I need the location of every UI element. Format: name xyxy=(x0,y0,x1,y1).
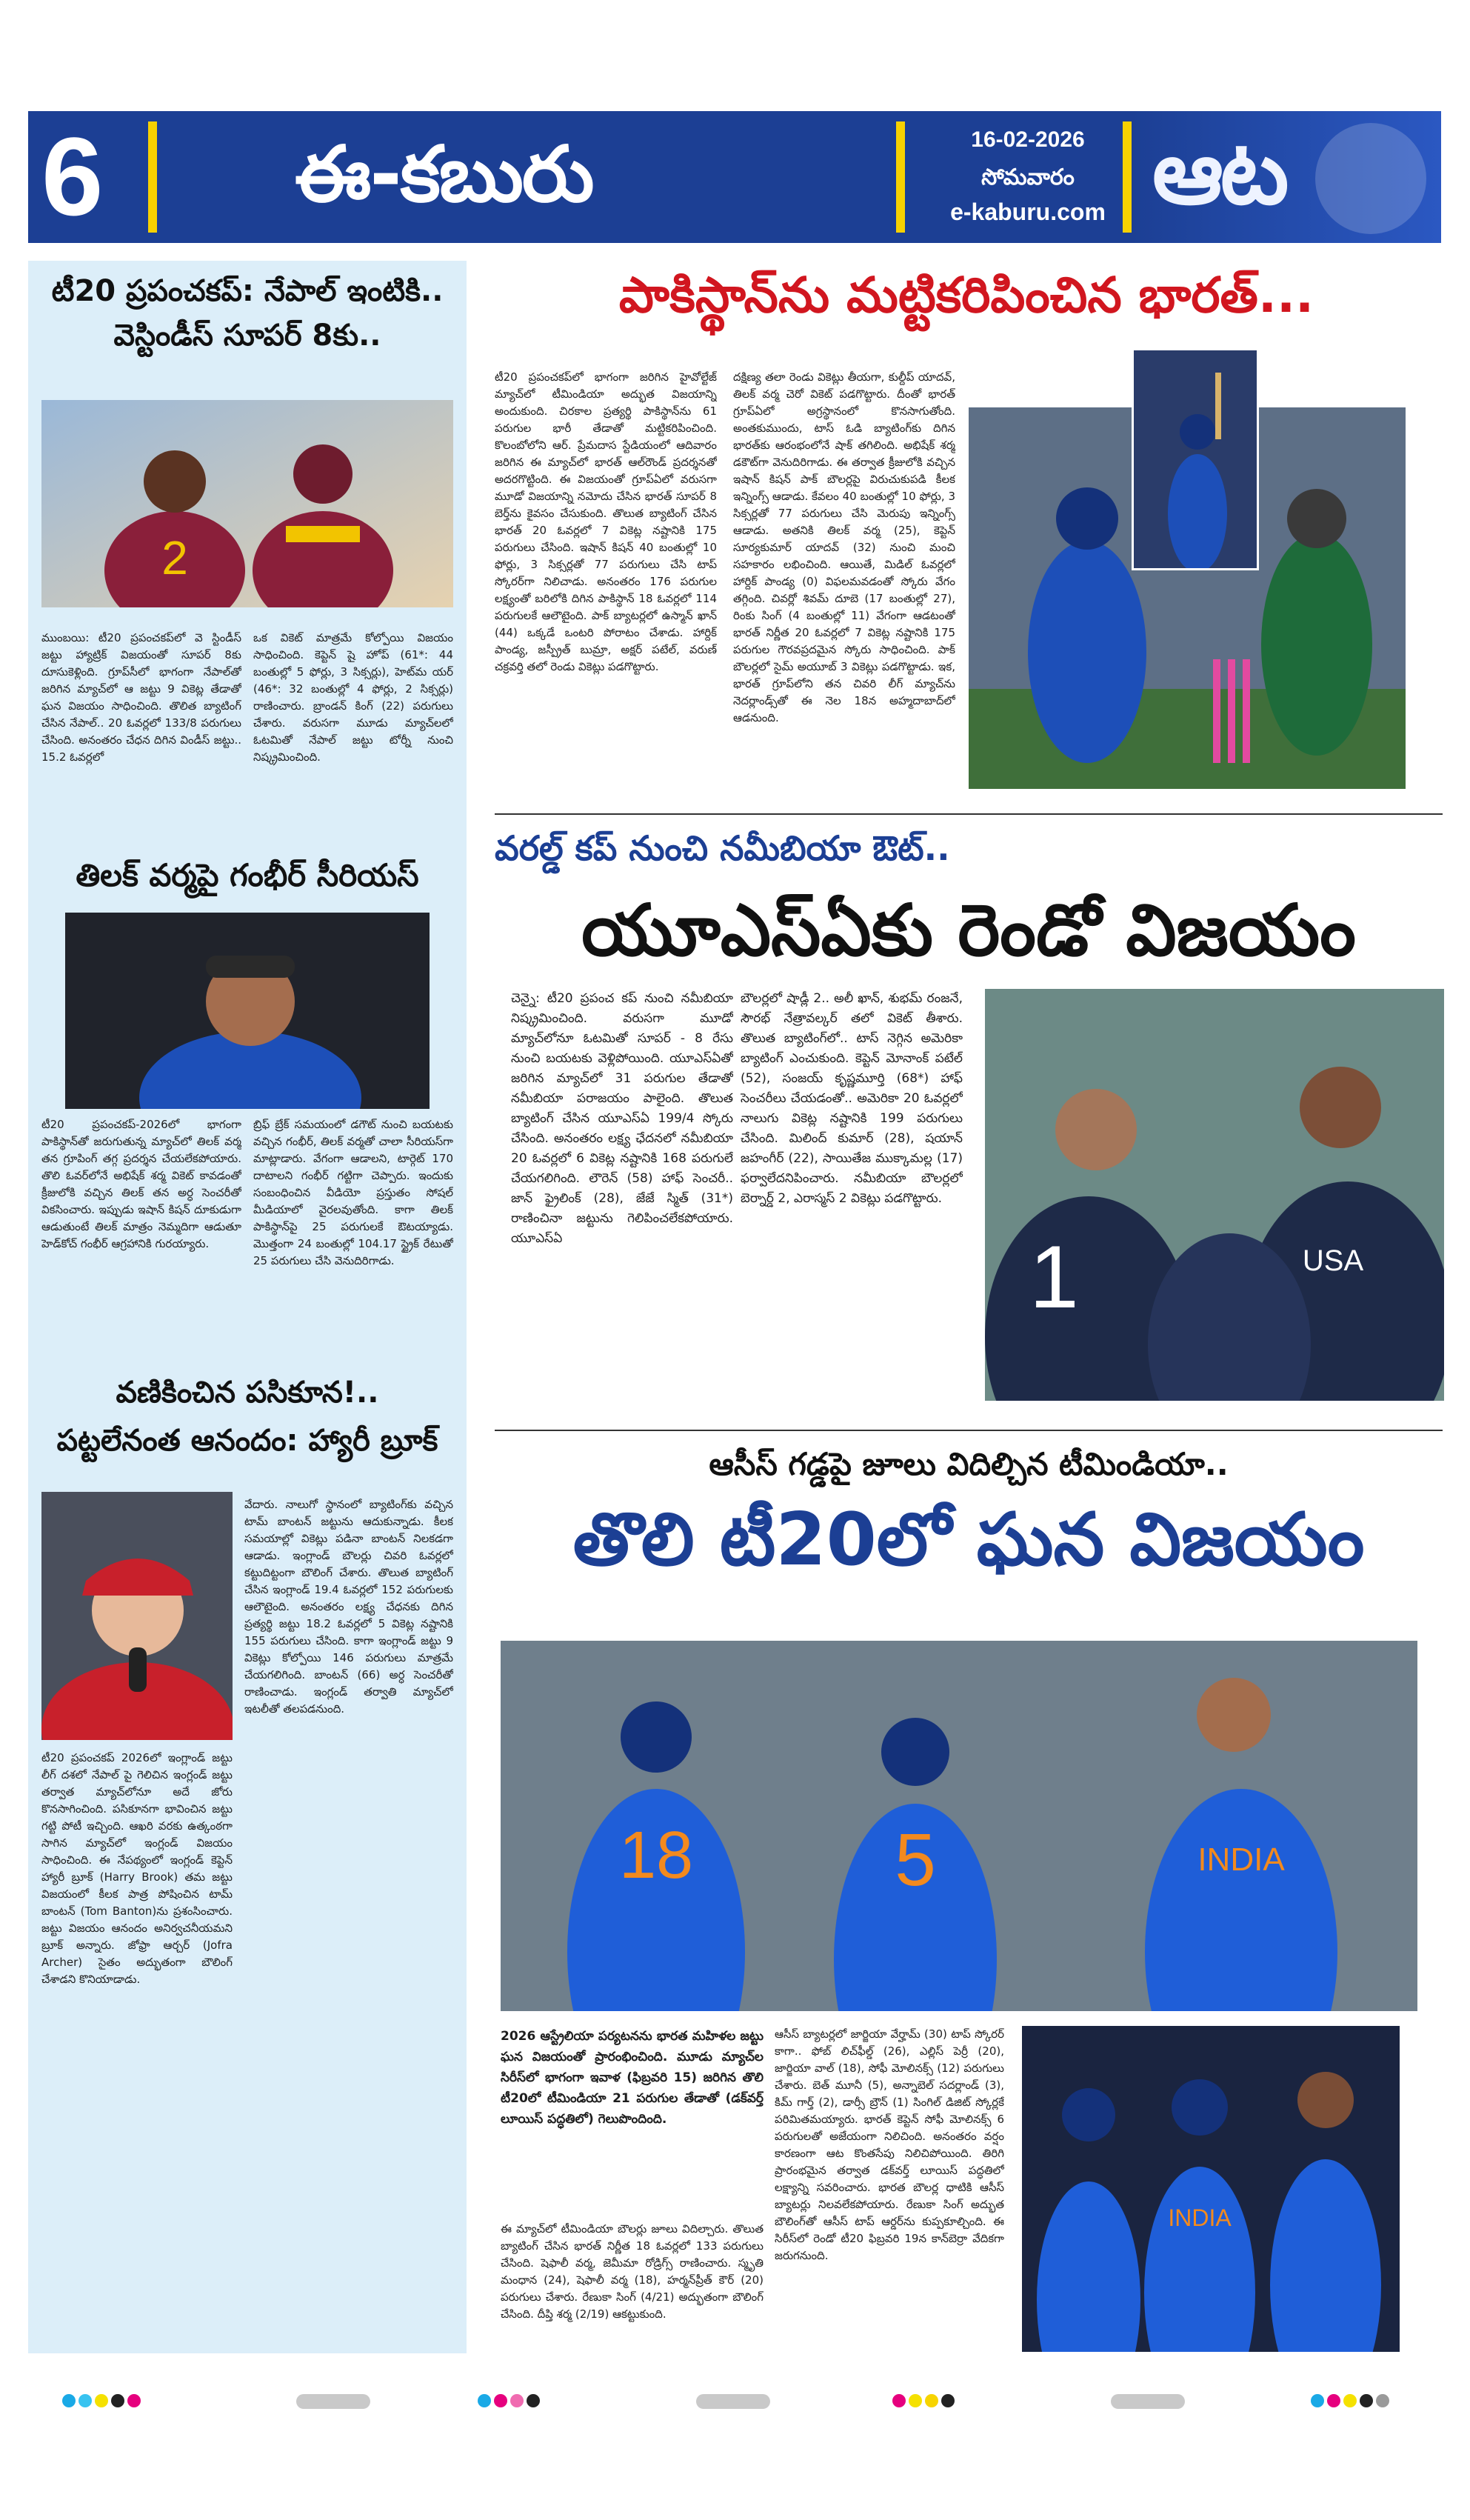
ishan-kishan-inset-photo xyxy=(1132,348,1259,570)
pakistan-story-column: దక్షిణ్య తలా రెండు వికెట్లు తీయగా, కుల్దీప్ యాదవ్, తిలక్ వర్మ చెరో వికెట్ పడగొట్టారు. దీంతో భారత్ గ్రూప్‌ఏలో అగ్రస్థానంలో కొనసాగుతోంది. అంతకుముందు, టాస్ ఓడి బ్యాటింగ్‌కు దిగిన భారత్‌కు ఆరంభంలోనే షాక్ తగిలింది. అభిషేక్ శర్మ డకౌట్‌గా వెనుదిరిగాడు. ఈ తర్వాత క్రీజులోకి వచ్చిన ఇషాన్ కిషన్ పాక్ బౌలర్లపై విరుచుకుపడి కీలక ఇన్నింగ్స్ ఆడాడు. కేవలం 40 బంతుల్లో 10 ఫోర్లు, 3 సిక్సర్లతో 77 పరుగులు చేసి మెరుపు ఇన్నింగ్స్ ఆడాడు. అతనికి తిలక్ వర్మ (25), కెప్టెన్ సూర్యకుమార్ యాదవ్ (32) నుంచి మంచి సహకారం లభించింది. ఆయితే, మిడిల్ ఓవర్లలో హార్దిక్ పాండ్య (0) విఫలమవడంతో స్కోరు వేగం తగ్గింది. చివర్లో శివమ్ దూబె (17 బంతుల్లో 27), రింకు సింగ్ (4 బంతుల్లో 11) వేగంగా ఆడటంతో భారత్ నిర్ణీత 20 ఓవర్లలో 7 వికెట్ల నష్టానికి 175 పరుగుల గౌరవప్రదమైన స్కోరు సాధించింది. పాక్ బౌలర్లలో సైమ్ అయూబ్ 3 వికెట్లు పడగొట్టాడు. ఇక, భారత్ గ్రూప్‌లోని తన చివరి లీగ్ మ్యాచ్‌ను నెదర్లాండ్స్‌తో ఈ నెల 18న అహ్మదాబాద్‌లో ఆడనుంది. xyxy=(733,370,955,724)
grey-registration-dot xyxy=(1376,2394,1389,2407)
gambhir-image xyxy=(65,913,430,1109)
cyan-registration-dot xyxy=(478,2394,491,2407)
cyan-registration-dot xyxy=(62,2394,76,2407)
svg-text:5: 5 xyxy=(895,1819,936,1901)
sidebar-story-column: టీ20 ప్రపంచకప్-2026లో భాగంగా పాకిస్థాన్‌తో జరుగుతున్న మ్యాచ్‌లో తిలక్ వర్మ తన గ్రూపింగ్ తగ్గ ప్రదర్శన చేయలేకపోయారు. తొలి ఓవర్‌లోనే అభిషేక్ శర్మ వికెట్ కావడంతో క్రీజులోకి వచ్చిన తిలక్ తన అర్ధ సెంచరీతో వికసించారు. ఇప్పుడు ఇషాన్ కిషన్ దూకుడుగా ఆడుతుంటే తిలక్ మాత్రం నెమ్మదిగా ఆడుతూ హెడ్‌కోచ్ గంభీర్ ఆగ్రహానికి గురయ్యారు. xyxy=(41,1118,241,1250)
masthead xyxy=(28,111,1441,243)
sidebar-story-column: టీ20 ప్రపంచకప్ 2026లో ఇంగ్లాండ్ జట్టు లీగ్ దశలో నేపాల్ పై గెలిచిన ఇంగ్లండ్ జట్టు తర్వాత మ్యాచ్‌లోనూ అదే జోరు కొనసాగించింది. పసికూనగా భావించిన జట్టు గట్టి పోటీ ఇచ్చింది. ఆఖరి వరకు ఉత్కంఠగా సాగిన మ్యాచ్‌లో ఇంగ్లండ్ విజయం సాధించింది. ఈ నేపథ్యంలో ఇంగ్లండ్ కెప్టెన్ హ్యారీ బ్రూక్ (Harry Brook) తమ జట్టు విజయంలో కీలక పాత్ర పోషించిన టామ్ బాంటన్ (Tom Banton)ను ప్రశంసించారు. జట్టు విజయం ఆనందం అనిర్వచనీయమని బ్రూక్ అన్నారు. జోఫ్రా ఆర్చర్ (Jofra Archer) సైతం అద్భుతంగా బౌలింగ్ చేశాడని కొనియాడాడు. xyxy=(41,1751,233,1986)
section-banner xyxy=(1132,111,1441,243)
sidebar-headline: తిలక్ వర్మపై గంభీర్ సీరియస్ xyxy=(76,857,419,893)
svg-text:18: 18 xyxy=(618,1819,694,1893)
newspaper-brand: ఈ-కబురు xyxy=(295,129,593,219)
print-registration-marks xyxy=(62,2394,141,2407)
svg-text:2: 2 xyxy=(161,531,188,584)
women-story-kicker: ఆసీస్ గడ్డపై జూలు విదిల్చిన టీమిండియా.. xyxy=(709,1446,1229,1482)
pakistan-story-headline: పాకిస్థాన్‌ను మట్టికరిపించిన భారత్... xyxy=(618,267,1314,324)
cyan-registration-dot xyxy=(1311,2394,1324,2407)
cyan-registration-dot xyxy=(78,2394,92,2407)
women-story-column: ఈ మ్యాచ్‌లో టీమిండియా బౌలర్లు జూలు విదిల్చారు. తొలుత బ్యాటింగ్ చేసిన భారత్ నిర్ణీత 18 ఓవర్లలో 133 పరుగులు చేసింది. షెఫాలీ వర్మ, జెమీమా రోడ్రిగ్స్ రాణించారు. స్మృతి మంధాన (24), షెఫాలీ వర్మ (18), హర్మన్‌ప్రీత్ కౌర్ (20) పరుగులు చేశారు. రేణుకా సింగ్ (4/21) అద్భుతంగా బౌలింగ్ చేసింది. దీప్తి శర్మ (2/19) ఆకట్టుకుంది. xyxy=(501,2222,764,2321)
masthead-divider xyxy=(148,121,157,233)
yellow-registration-dot xyxy=(925,2394,938,2407)
sidebar-story-column: బ్రిఫ్ బ్రేక్ సమయంలో డగౌట్ నుంచి బయటకు వచ్చిన గంభీర్, తిలక్ వర్మతో చాలా సీరియస్‌గా మాట్లాడారు. వేగంగా ఆడాలని, టార్గెట్ 170 దాటాలని గంభీర్ గట్టిగా చెప్పారు. ఇందుకు సంబంధించిన వీడియో ప్రస్తుతం సోషల్ మీడియాలో వైరలవుతోంది. కాగా తిలక్ పాకిస్థాన్‌పై 25 పరుగులకే ఔటయ్యాడు. మొత్తంగా 24 బంతుల్లో 104.17 స్ట్రైక్ రేటుతో 25 పరుగులు చేసి వెనుదిరిగాడు. xyxy=(253,1118,453,1267)
magenta-registration-dot xyxy=(127,2394,141,2407)
section-divider xyxy=(495,1430,1443,1431)
black-registration-dot xyxy=(111,2394,124,2407)
yellow-registration-dot xyxy=(909,2394,922,2407)
sidebar xyxy=(28,261,467,2353)
print-registration-marks xyxy=(478,2394,540,2407)
yellow-registration-dot xyxy=(1343,2394,1357,2407)
women-story-headline: తొలి టీ20లో ఘన విజయం xyxy=(572,1498,1365,1582)
section-divider xyxy=(495,813,1443,815)
sidebar-headline: వణికించిన పసికూన!.. xyxy=(116,1376,379,1410)
women-players-celebration-image xyxy=(1022,2026,1400,2352)
magenta-registration-dot xyxy=(892,2394,906,2407)
batsman-inset-image xyxy=(1134,350,1259,570)
print-registration-bar xyxy=(696,2394,770,2409)
svg-text:USA: USA xyxy=(1302,1244,1364,1277)
magenta-registration-dot xyxy=(510,2394,524,2407)
yellow-registration-dot xyxy=(95,2394,108,2407)
usa-story-headline: యూఎస్ఏకు రెండో విజయం xyxy=(581,889,1356,972)
section-title: ఆట xyxy=(1152,121,1286,224)
issue-date: 16-02-2026 xyxy=(971,127,1085,152)
masthead-divider xyxy=(1123,121,1132,233)
svg-text:INDIA: INDIA xyxy=(1197,1841,1285,1878)
print-registration-marks xyxy=(1311,2394,1389,2407)
print-registration-marks xyxy=(892,2394,955,2407)
women-players-celebration-photo xyxy=(1022,2026,1400,2352)
pakistan-story-column: టీ20 ప్రపంచకప్‌లో భాగంగా జరిగిన హైవోల్టేజ్ మ్యాచ్‌లో టీమిండియా అద్భుత విజయాన్ని అందుకుంది. చిరకాల ప్రత్యర్థి పాకిస్థాన్‌ను 61 పరుగుల భారీ తేడాతో మట్టికరిపించింది. కొలంబోలోని ఆర్. ప్రేమదాస స్టేడియంలో ఆదివారం జరిగిన ఈ మ్యాచ్‌లో భారత్ ఆల్‌రౌండ్ ప్రదర్శనతో అదరగొట్టింది. ఈ విజయంతో గ్రూప్‌ఏలో వరుసగా మూడో విజయాన్ని నమోదు చేసిన భారత్ సూపర్ 8 బెర్త్‌ను కైవసం చేసుకుంది. తొలుత బ్యాటింగ్ చేసిన భారత్ 20 ఓవర్లలో 7 వికెట్ల నష్టానికి 175 పరుగులు చేసింది. ఇషాన్ కిషన్ 40 బంతుల్లో 10 ఫోర్లు, 3 సిక్సర్లతో 77 పరుగులు చేసి టాప్ స్కోరర్‌గా నిలిచాడు. అనంతరం 176 పరుగుల లక్ష్యంతో బరిలోకి దిగిన పాకిస్థాన్ 18 ఓవర్లలో 114 పరుగులకే ఆలౌటైంది. పాక్ బ్యాటర్లలో ఉస్మాన్ ఖాన్ (44) ఒక్కడే ఒంటరి పోరాటం చేశాడు. హార్దిక్ పాండ్య, జస్ప్రీత్ బుమ్రా, అక్షర్ పటేల్, వరుణ్ చక్రవర్తి తలో రెండు వికెట్లు పడగొట్టారు. xyxy=(495,370,717,673)
usa-team-celebration-image xyxy=(985,989,1444,1401)
gambhir-photo xyxy=(65,913,430,1109)
usa-story-kicker: వరల్డ్ కప్ నుంచి నమీబియా ఔట్.. xyxy=(495,828,950,868)
black-registration-dot xyxy=(1360,2394,1373,2407)
black-registration-dot xyxy=(941,2394,955,2407)
magenta-registration-dot xyxy=(494,2394,507,2407)
usa-story-column: బౌలర్లలో షాడ్లీ 2.. అలీ ఖాన్, శుభమ్ రంజనే, సౌరభ్ నేత్రావల్కర్ తలో వికెట్ తీశారు. తొలుత బ్యాటింగ్‌లో.. టాస్ నెగ్గిన అమెరికా బ్యాటింగ్ ఎంచుకుంది. కెప్టెన్ మోనాంక్ పటేల్ (52), సంజయ్ కృష్ణమూర్తి (68*) హాఫ్ సెంచరీలు చేయడంతో.. అమెరికా 20 ఓవర్లలో నాలుగు వికెట్ల నష్టానికి 199 పరుగులు చేసింది. మిలింద్ కుమార్ (28), షయాన్ జహంగీర్ (22), సాయితేజ ముక్కామల్ల (17) ఫర్వాలేదనిపించారు. నమీబియా బౌలర్లలో బెర్నార్డ్ 2, ఎరాస్మస్ 2 వికెట్లు పడగొట్టారు. xyxy=(741,991,963,1206)
women-story-intro: 2026 ఆస్ట్రేలియా పర్యటనను భారత మహిళల జట్టు ఘన విజయంతో ప్రారంభించింది. మూడు మ్యాచ్‌ల సిరీస్‌లో భాగంగా ఇవాళ (ఫిబ్రవరి 15) జరిగిన తొలి టీ20లో టీమిండియా 21 పరుగుల తేడాతో (డక్‌వర్త్ లూయిస్ పద్ధతిలో) గెలుపొందింది. xyxy=(501,2029,764,2127)
runner-icon xyxy=(1315,123,1426,234)
sidebar-story-column: ముంబయి: టీ20 ప్రపంచకప్‌లో వె స్టిండీస్ జట్టు హ్యాట్రిక్ విజయంతో సూపర్ 8కు దూసుకెళ్లింది. గ్రూప్‌సీలో భాగంగా నేపాల్‌తో జరిగిన మ్యాచ్‌లో ఆ జట్టు 9 వికెట్ల తేడాతో ఘన విజయం సాధించింది. తొలిత బ్యాటింగ్ చేసిన నేపాల్.. 20 ఓవర్లలో 133/8 పరుగులు చేసింది. అనంతరం చేధన దిగిన విండీస్ జట్టు.. 15.2 ఓవర్లలో xyxy=(41,631,241,764)
sidebar-story-column: వేదారు. నాలుగో స్థానంలో బ్యాటింగ్‌కు వచ్చిన టామ్ బాంటన్ జట్టును ఆదుకున్నాడు. కీలక సమయాల్లో వికెట్లు పడినా బాంటన్ నిలకడగా ఆడాడు. ఇంగ్లాండ్ బౌలర్లు చివరి ఓవర్లలో కట్టుదిట్టంగా బౌలింగ్ చేశారు. తొలుత బ్యాటింగ్ చేసిన ఇంగ్లాండ్ 19.4 ఓవర్లలో 152 పరుగులకు ఆలౌటైంది. అనంతరం లక్ష్య చేధనకు దిగిన ప్రత్యర్థి జట్టు 18.2 ఓవర్లలో 5 వికెట్ల నష్టానికి 155 పరుగులు చేసింది. కాగా ఇంగ్లాండ్ జట్టు 9 వికెట్లు కోల్పోయి 146 పరుగులు మాత్రమే చేయగలిగింది. బాంటన్ (66) అర్ధ సెంచరీతో రాణించాడు. ఇంగ్లండ్ తర్వాతి మ్యాచ్‌లో ఇటలీతో తలపడనుంది. xyxy=(244,1498,453,1716)
website-link[interactable]: e-kaburu.com xyxy=(950,199,1106,225)
harry-brook-image xyxy=(41,1492,233,1740)
sidebar-story-column: ఒక వికెట్ మాత్రమే కోల్పోయి విజయం సాధించింది. కెప్టెన్ షై హోప్ (61*: 44 బంతుల్లో 5 ఫోర్లు, 3 సిక్సర్లు), హెట్‌మ యర్ (46*: 32 బంతుల్లో 4 ఫోర్లు, 2 సిక్సర్లు) రాణించారు. బ్రాండన్ కింగ్ (22) పరుగులు చేశారు. వరుసగా మూడు మ్యాచ్‌లలో ఓటమితో నేపాల్ జట్టు టోర్నీ నుంచి నిష్క్రమించింది. xyxy=(253,631,453,764)
india-women-team-image xyxy=(501,1641,1417,2011)
west-indies-players-photo xyxy=(41,400,453,607)
print-registration-bar xyxy=(1111,2394,1185,2409)
page-number: 6 xyxy=(41,114,104,239)
issue-day: సోమవారం xyxy=(981,164,1075,190)
usa-story-column: చెన్నై: టీ20 ప్రపంచ కప్ నుంచి నమీబియా నిష్క్రమించింది. వరుసగా మూడో మ్యాచ్‌లోనూ ఓటమితో సూపర్ - 8 రేసు నుంచి బయటకు వెళ్లిపోయింది. యూఎస్ఏతో జరిగిన మ్యాచ్‌లో 31 పరుగుల తేడాతో నమీబియా పరాజయం పాలైంది. తొలుత బ్యాటింగ్ చేసిన యూఎస్ఏ 199/4 స్కోరు చేసింది. అనంతరం లక్ష్య ఛేదనలో నమీబియా 20 ఓవర్లలో 6 వికెట్ల నష్టానికి 168 పరుగులే చేయగలిగింది. లౌరెన్ (58) హాఫ్ సెంచరీ.. జాన్ ఫ్రైలింక్ (28), జేజే స్మిత్ (31*) రాణించినా జట్టును గెలిపించలేకపోయారు. యూఎస్ఏ xyxy=(511,991,733,1246)
magenta-registration-dot xyxy=(1327,2394,1340,2407)
sidebar-headline: వెస్టిండీస్ సూపర్ 8కు.. xyxy=(113,319,381,353)
west-indies-players-image xyxy=(41,400,453,607)
sidebar-headline: టీ20 ప్రపంచకప్: నేపాల్ ఇంటికి.. xyxy=(51,274,444,308)
svg-text:INDIA: INDIA xyxy=(1168,2204,1232,2231)
harry-brook-photo xyxy=(41,1492,233,1740)
sidebar-headline: పట్టలేనంత ఆనందం: హ్యారీ బ్రూక్ xyxy=(56,1424,438,1458)
svg-text:1: 1 xyxy=(1029,1227,1079,1327)
black-registration-dot xyxy=(527,2394,540,2407)
masthead-divider xyxy=(896,121,905,233)
usa-team-celebration-photo xyxy=(985,989,1444,1401)
women-story-column: ఆసీస్ బ్యాటర్లలో జార్జియా వేర్హామ్ (30) టాప్ స్కోరర్ కాగా.. ఫోబ్ లిచ్‌ఫీల్డ్ (26), ఎల్లిస్ పెర్రీ (20), జార్జియా వాల్ (18), సోఫీ మోలినక్స్ (12) పరుగులు చేశారు. బెత్ మూనీ (5), అన్నాబెల్ సదర్లాండ్ (3), కిమ్ గార్త్ (2), డార్సీ బ్రౌన్ (1) సింగిల్ డిజిట్ స్కోర్లకే పరిమితమయ్యారు. భారత్ కెప్టెన్ సోఫీ మోలినక్స్ 6 పరుగులతో అజేయంగా నిలిచింది. అనంతరం వర్షం కారణంగా ఆట కొంతసేపు నిలిచిపోయింది. తిరిగి ప్రారంభమైన తర్వాత డక్‌వర్త్ లూయిస్ పద్ధతిలో లక్ష్యాన్ని సవరించారు. భారత బౌలర్ల ధాటికి ఆసీస్ బ్యాటర్లు నిలవలేకపోయారు. రేణుకా సింగ్ అద్భుత బౌలింగ్‌తో ఆసీస్ టాప్ ఆర్డర్‌ను కుప్పకూల్చింది. ఈ సిరీస్‌లో రెండో టీ20 ఫిబ్రవరి 19న కాన్‌బెర్రా వేదికగా జరుగనుంది. xyxy=(775,2027,1004,2262)
print-registration-bar xyxy=(296,2394,370,2409)
india-women-team-photo xyxy=(501,1641,1417,2011)
